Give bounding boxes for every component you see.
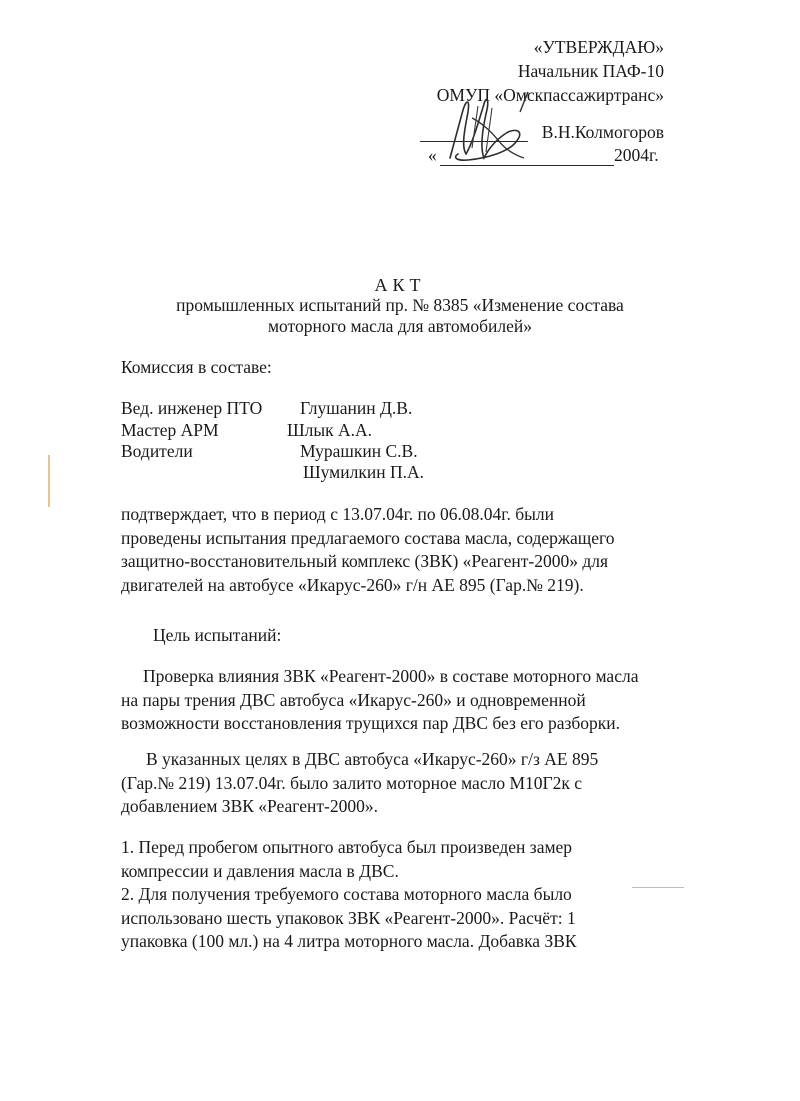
paragraph-goal: Проверка влияния ЗВК «Реагент-2000» в составе моторного масла на пары трения ДВС автобуса «Икарус-260» и одновременной возможности восстановления трущихся пар ДВС без его разборки. [121, 666, 639, 733]
member-role-2: Мастер АРМ [121, 420, 219, 440]
goal-label: Цель испытаний: [153, 625, 282, 645]
approval-name: В.Н.Колмогоров [541, 122, 664, 142]
approval-heading: «УТВЕРЖДАЮ» [533, 37, 664, 57]
approval-position: Начальник ПАФ-10 [517, 61, 664, 81]
scan-line [632, 887, 684, 888]
document-subtitle-line2: моторного масла для автомобилей» [267, 316, 533, 336]
commission-label: Комиссия в составе: [121, 357, 272, 377]
member-name-1: Глушанин Д.В. [300, 398, 413, 418]
member-role-3: Водители [121, 441, 193, 461]
member-role-1: Вед. инженер ПТО [121, 398, 263, 418]
member-name-4: Шумилкин П.А. [303, 462, 424, 482]
approval-year: 2004г. [614, 145, 659, 165]
document-title: АКТ [374, 275, 426, 295]
member-name-2: Шлык А.А. [287, 420, 373, 440]
list-item-2: 2. Для получения требуемого состава моторного масла было использовано шесть упаковок ЗВК «Реагент-2000». Расчёт: 1 упаковка (100 мл.) на 4 литра моторного масла. Добавка ЗВК [121, 884, 577, 951]
document-subtitle-line1: промышленных испытаний пр. № 8385 «Изменение состава [176, 295, 624, 315]
list-item-1: 1. Перед пробегом опытного автобуса был произведен замер компрессии и давления масла в ДВС. [121, 837, 573, 881]
scan-mark [48, 455, 50, 507]
handwritten-signature [428, 88, 538, 168]
member-name-3: Мурашкин С.В. [300, 441, 418, 461]
date-quote-open: « [428, 145, 437, 165]
paragraph-confirmation: подтверждает, что в период с 13.07.04г. по 06.08.04г. были проведены испытания предлагаемого состава масла, содержащего защитно-восстановительный комплекс (ЗВК) «Реагент-2000» для двигателей на автобусе «Икарус-260» г/н АЕ 895 (Гар.№ 219). [121, 504, 615, 595]
paragraph-method: В указанных целях в ДВС автобуса «Икарус-260» г/з АЕ 895 (Гар.№ 219) 13.07.04г. было залито моторное масло М10Г2к с добавлением ЗВК «Реагент-2000». [121, 749, 599, 816]
approval-org: ОМУП «Омскпассажиртранс» [436, 85, 664, 105]
